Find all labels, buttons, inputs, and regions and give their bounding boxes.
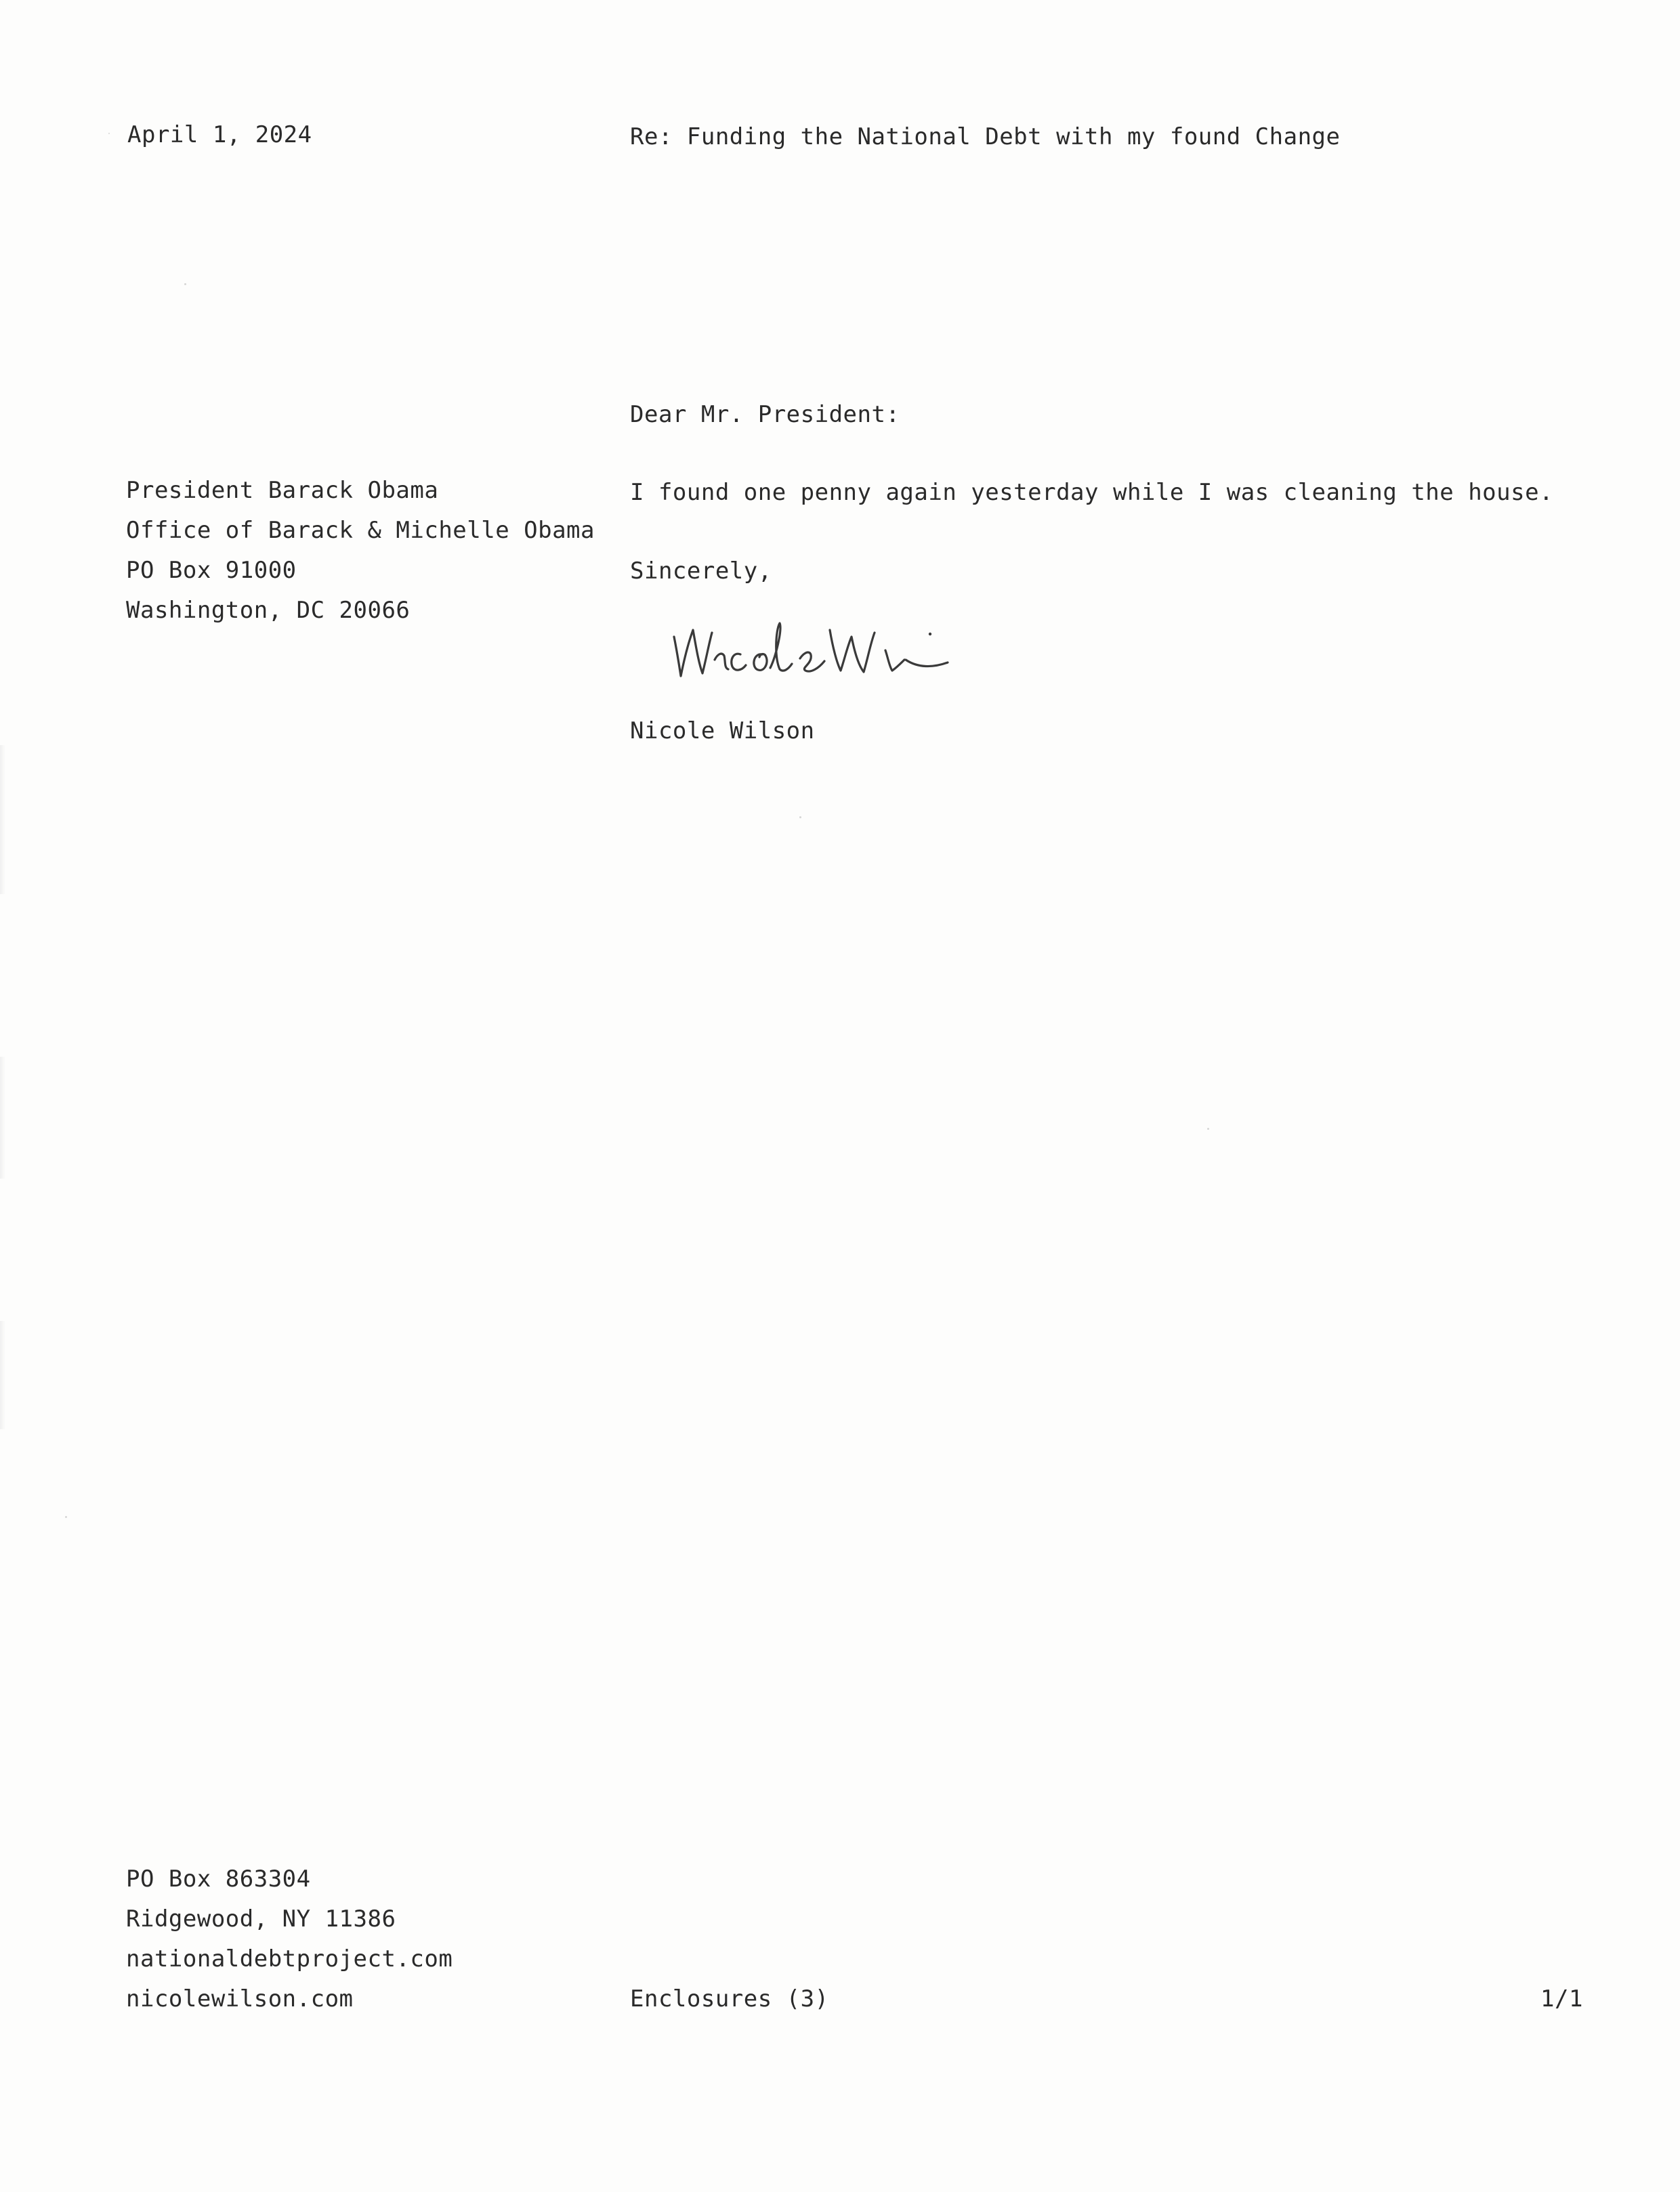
sender-line: PO Box 863304 (126, 1866, 311, 1893)
recipient-address (126, 471, 595, 631)
handwritten-signature-image (667, 603, 965, 691)
page-number: 1/1 (1540, 1985, 1583, 2012)
dust-speck (799, 816, 801, 818)
sender-line: Ridgewood, NY 11386 (126, 1905, 396, 1933)
dust-speck (65, 1516, 67, 1518)
signature-name: Nicole Wilson (630, 717, 815, 744)
scan-edge-shadow (0, 745, 5, 894)
scan-edge-shadow (0, 1321, 5, 1429)
scan-edge-shadow (0, 1057, 5, 1179)
enclosures-note: Enclosures (3) (630, 1985, 829, 2012)
recipient-line: President Barack Obama (126, 477, 439, 504)
recipient-line: PO Box 91000 (126, 557, 297, 584)
sender-line: nicolewilson.com (126, 1985, 354, 2012)
recipient-line: Washington, DC 20066 (126, 597, 411, 624)
dust-speck (108, 133, 110, 134)
letter-date: April 1, 2024 (127, 121, 312, 148)
dust-speck (1207, 1128, 1209, 1130)
sender-line: nationaldebtproject.com (126, 1945, 453, 1973)
letter-closing: Sincerely, (630, 557, 772, 585)
salutation: Dear Mr. President: (630, 401, 900, 428)
dust-speck (184, 283, 186, 285)
recipient-line: Office of Barack & Michelle Obama (126, 517, 595, 544)
letter-subject: Re: Funding the National Debt with my found Change (630, 123, 1341, 150)
sender-address (126, 1859, 453, 2019)
letter-body: I found one penny again yesterday while I was cleaning the house. (630, 479, 1554, 506)
